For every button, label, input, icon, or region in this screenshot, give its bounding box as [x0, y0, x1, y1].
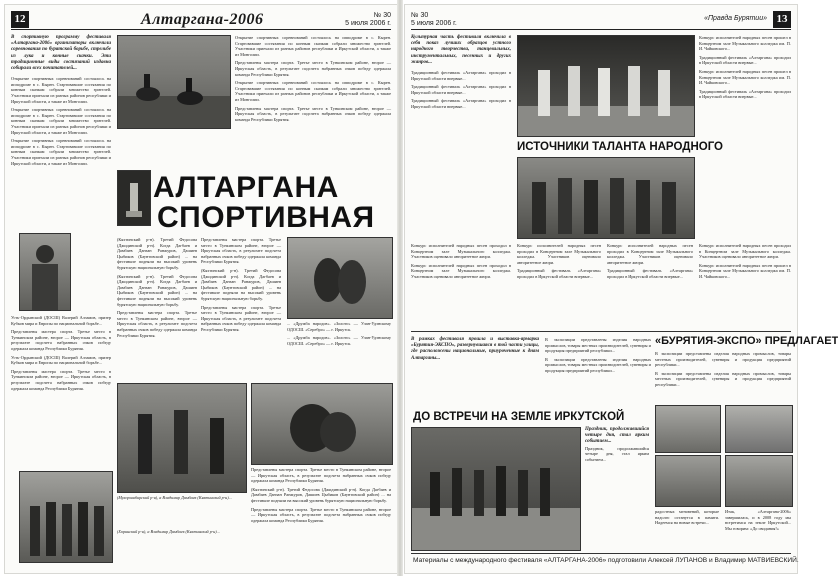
body-text: Усть-Ордынский (ДОСШ) Валерий Алзамов, призер Кубков мира и Европы по национальной борьбе... [11, 315, 111, 326]
footer-credit: Материалы с международного фестиваля «АЛТАРГАНА-2006» подготовили Алексей ЛУПАНОВ и Владимир МАТВИЕВСКИЙ. [413, 557, 799, 564]
body-text: Представлены мастера спорта. Третье место в Тункинском районе, второе — Иркутская область, в результате подсчета набранных очков победу одержала команда Республики Бурятия. [235, 105, 391, 122]
team-image [20, 472, 112, 562]
body-text: Конкурс исполнителей народных песен прошел в Концертном зале Музыкального колледжа им. П. И. Чайковского... [699, 68, 791, 86]
body-text: (Кяхтинский р-н). Третий Федосова (Джидинский р-н). Когда Дагбаев и Дамбаев Данзан Ранжуров, Дашиев Цыбиков (Баунтовский район) ... на фестивале подняли на высокий уровень бурятскую национальную борьбу. [117, 237, 197, 270]
lead-text: В спортивную программу фестиваля «Алтаргана-2006» организаторы включили соревнования по бурятской борьбе, стрельбе из лука и конные скачки. Эти традиционные виды состязаний издавна собирали всех почитателей... [11, 35, 111, 72]
headline-buryatia-expo: «БУРЯТИЯ-ЭКСПО» ПРЕДЛАГАЕТ [655, 335, 838, 347]
left-page-header [11, 11, 391, 30]
right-page-header [411, 11, 791, 30]
body-text: радостных мгновений, которые надолго останутся в памяти. Надеемся на новые встречи... [655, 509, 719, 526]
lead-column [11, 35, 111, 225]
body-text: Традиционный фестиваль «Алтаргана» проходил в Иркутской области впервые... [699, 54, 791, 66]
trophy-image [118, 171, 150, 225]
body-text: Традиционный фестиваль «Алтаргана» проходил в Иркутской области впервые... [411, 70, 511, 81]
left-header-issue: № 30 5 июля 2006 г. [345, 12, 391, 27]
body-text: Конкурс исполнителей народных песен прошел в Концертном зале Музыкального колледжа им. П. И. Чайковского... [699, 262, 791, 279]
intro-column [411, 35, 511, 235]
body-text: Конкурс исполнителей народных песен проходил в Концертном зале Музыкального колледжа. Участников оценивало авторитетное жюри. [517, 243, 601, 265]
left-masthead: Алтаргана-2006 [141, 11, 264, 28]
ensemble-photo [517, 157, 695, 239]
expo-column-2 [545, 337, 651, 401]
archers-image [118, 384, 246, 492]
horse-race-photo [117, 35, 231, 129]
body-text: (Кяхтинский р-н). Третий Федосова (Джидинский р-н). Когда Дагбаев и Дамбаев Данзан Ранжуров, Дашиев Цыбиков (Баунтовский район) ... на фестивале подняли на высокий уровень бурятскую национальную борьбу. [251, 486, 391, 503]
body-text: Традиционный фестиваль «Алтаргана» проходил в Иркутской области впервые... [411, 98, 511, 109]
body-text: Открытие спортивных соревнований состоялось на ипподроме в с. Кырен. Стартовавшие состязания по конным скачкам собрали множество зрителей. Участники приехали из разных районов республики и Иркутской области, а также из Монголии. [235, 80, 391, 102]
body-text: (Кяхтинский р-н). Третий Федосова (Джидинский р-н). Когда Дагбаев и Дамбаев Данзан Ранжуров, Дашиев Цыбиков (Баунтовский район) ... на фестивале подняли на высокий уровень бурятскую национальную борьбу. [201, 267, 281, 301]
wrestlers-image [288, 238, 392, 318]
mid-column-4 [699, 243, 791, 325]
body-text: ... «Дружба народов». «Золото» — Улан-Удэнскому ОДОСШ. «Серебро» — г. Иркутск. [287, 321, 391, 332]
closing-column-2 [655, 509, 719, 549]
wrestling-action-photo [251, 383, 393, 465]
headline-sources-of-talent: ИСТОЧНИКИ ТАЛАНТА НАРОДНОГО [517, 141, 724, 153]
body-text: Представлены мастера спорта. Третье место в Тункинском районе, второе — Иркутская область, в результате подсчета набранных очков победу одержала команда Республики Бурятия. [201, 304, 281, 332]
right-masthead: «Правда Бурятии» [704, 15, 767, 22]
team-caption: (Хоринский р-н), а Владимир Дамбаев (Кяхтинский р-н)... [117, 529, 220, 534]
body-text: Открытие спортивных соревнований состоялось на ипподроме в с. Кырен. Стартовавшие состязания по конным скачкам собрали множество зрителей. Участники приехали из разных районов республики и Иркутской области, а также из Монголии. [11, 138, 111, 166]
stage-performance-photo [517, 35, 695, 137]
horse-riders-image [118, 36, 230, 128]
wrestler-image [20, 234, 70, 310]
body-text: В экспозиции представлены изделия народных промыслов, товары местных производителей, сувениры и продукция предприятий республики... [655, 351, 791, 368]
expo-lead: В рамках фестиваля прошла и выставка-ярмарка «Бурятия-ЭКСПО», развернувшаяся в той части улицы, где расположены национальные, приуроченные к дням Алтарганы... [411, 337, 539, 361]
archery-caption: (Мухоршибирский р-н), а Владимир Дамбаев (Кяхтинский р-н)... [117, 495, 232, 500]
body-text: В экспозиции представлены изделия народных промыслов, товары местных производителей, сувениры и продукция предприятий республики... [545, 337, 651, 354]
body-text: Конкурс исполнителей народных песен проходил в Концертном зале Музыкального колледжа. Участников оценивало авторитетное жюри. [411, 262, 511, 279]
closing-column-1 [585, 427, 649, 549]
team-photo [19, 471, 113, 563]
body-text: Конкурс исполнителей народных песен проходил в Концертном зале Музыкального колледжа. Участников оценивало авторитетное жюри. [699, 243, 791, 260]
body-text: Традиционный фестиваль «Алтаргана» проходил в Иркутской области впервые... [607, 268, 693, 279]
expo-photo-2 [725, 405, 793, 453]
body-text: Открытие спортивных соревнований состоялось на ипподроме в с. Кырен. Стартовавшие состязания по конным скачкам собрали множество зрителей. Участники приехали из разных районов республики и Иркутской области, а также из Монголии. [11, 76, 111, 104]
section-divider [411, 331, 791, 332]
body-text: (Кяхтинский р-н). Третий Федосова (Джидинский р-н). Когда Дагбаев и Дамбаев Данзан Ранжуров, Дашиев Цыбиков (Баунтовский район) ... на фестивале подняли на высокий уровень бурятскую национальную борьбу. [117, 273, 197, 307]
left-page [4, 4, 398, 574]
wrestling-action-image [252, 384, 392, 464]
body-text: Конкурс исполнителей народных песен проходил в Концертном зале Музыкального колледжа. Участников оценивало авторитетное жюри. [411, 243, 511, 260]
article-title-line2: СПОРТИВНАЯ [157, 201, 375, 234]
body-text: Представлены мастера спорта. Третье место в Тункинском районе, второе — Иркутская область, в результате подсчета набранных очков победу одержала команда Республики Бурятия. [235, 60, 391, 77]
body-text: Представлены мастера спорта. Третье место в Тункинском районе, второе — Иркутская область, в результате подсчета набранных очков победу одержала команда Республики Бурятия. [251, 506, 391, 523]
top-right-column [235, 35, 391, 165]
right-page [404, 4, 838, 574]
closing-ceremony-image [412, 428, 580, 550]
article-title-line1: АЛТАРГАНА [153, 171, 339, 204]
mid-column-1 [411, 243, 511, 325]
expo-photo-4 [725, 455, 793, 507]
right-header-issue: № 30 5 июля 2006 г. [411, 12, 457, 27]
ensemble-image [518, 158, 694, 238]
right-column-lower [287, 321, 391, 377]
body-text: Традиционный фестиваль «Алтаргана» проходил в Иркутской области впервые... [411, 84, 511, 95]
intro-lead: Культурная часть фестиваля включила в себя показ лучших образцов устного народного творчества, танцевальных, инструментальных, песенных и других жанров... [411, 35, 511, 65]
mid-column-2 [517, 243, 601, 325]
top-right-column [699, 35, 791, 235]
wrestler-portrait-photo [19, 233, 71, 311]
trophy-photo [117, 170, 151, 226]
body-text: Представлены мастера спорта. Третье место в Тункинском районе, второе — Иркутская область, в результате подсчета набранных очков победу одержала команда Республики Бурятия. [11, 329, 111, 351]
expo-column-3 [655, 351, 791, 401]
right-column-bottom [251, 467, 391, 563]
body-text: Традиционный фестиваль «Алтаргана» проходил в Иркутской области впервые... [699, 88, 791, 100]
expo-photo-3 [655, 455, 721, 507]
left-page-number: 12 [11, 11, 29, 28]
body-text: Открытие спортивных соревнований состоялось на ипподроме в с. Кырен. Стартовавшие состязания по конным скачкам собрали множество зрителей. Участники приехали из разных районов республики и Иркутской области, а также из Монголии. [11, 107, 111, 135]
dancers-image [518, 36, 694, 136]
left-column-lower [11, 315, 111, 465]
wrestling-photo [287, 237, 393, 319]
festival-closing-photo [411, 427, 581, 551]
archery-photo [117, 383, 247, 493]
page-gutter [397, 0, 403, 576]
footer-rule [411, 553, 791, 554]
closing-column-3 [725, 509, 791, 549]
body-text: ... «Дружба народов». «Золото» — Улан-Удэнскому ОДОСШ. «Серебро» — г. Иркутск. [287, 335, 391, 346]
right-page-number: 13 [773, 11, 791, 28]
expo-photo-1 [655, 405, 721, 453]
body-text: В экспозиции представлены изделия народных промыслов, товары местных производителей, сувениры и продукция предприятий республики... [655, 370, 791, 387]
body-text: В экспозиции представлены изделия народных промыслов, товары местных производителей, сувениры и продукция предприятий республики... [545, 356, 651, 373]
body-text: Конкурс исполнителей народных песен прошел в Концертном зале Музыкального колледжа им. П. И. Чайковского... [699, 35, 791, 52]
body-text: Итак, «Алтаргана-2006» завершилась, и в 2008 году мы встретимся на земле Иркутской... Мы говорим: «До свидания!» [725, 509, 791, 531]
mid-column-3 [607, 243, 693, 325]
body-text: Представлены мастера спорта. Третье место в Тункинском районе, второе — Иркутская область, в результате подсчета набранных очков победу одержала команда Республики Бурятия. [117, 310, 197, 338]
body-text: Традиционный фестиваль «Алтаргана» проходил в Иркутской области впервые... [517, 268, 601, 279]
body-text: Представлены мастера спорта. Третье место в Тункинском районе, второе — Иркутская область, в результате подсчета набранных очков победу одержала команда Республики Бурятия. [251, 467, 391, 484]
headline-until-we-meet: ДО ВСТРЕЧИ НА ЗЕМЛЕ ИРКУТСКОЙ [413, 411, 625, 423]
body-text: Усть-Ордынский (ДОСШ) Валерий Алзамов, призер Кубков мира и Европы по национальной борьбе... [11, 354, 111, 366]
closing-lead: Праздник, продолжавшийся четыре дня, стал ярким событием... [585, 427, 649, 445]
middle-column-2 [201, 237, 281, 377]
body-text: Представлены мастера спорта. Третье место в Тункинском районе, второе — Иркутская область, в результате подсчета набранных очков победу одержала команда Республики Бурятия. [201, 237, 281, 265]
expo-intro-column [411, 337, 539, 401]
middle-column-1 [117, 237, 197, 377]
body-text: Открытие спортивных соревнований состоялось на ипподроме в с. Кырен. Стартовавшие состязания по конным скачкам собрали множество зрителей. Участники приехали из разных районов республики и Иркутской области, а также из Монголии. [235, 35, 391, 57]
body-text: Представлены мастера спорта. Третье место в Тункинском районе, второе — Иркутская область, в результате подсчета набранных очков победу одержала команда Республики Бурятия. [11, 368, 111, 391]
body-text: Праздник, продолжавшийся четыре дня, стал ярким событием... [585, 445, 649, 462]
body-text: Конкурс исполнителей народных песен проходил в Концертном зале Музыкального колледжа. Участников оценивало авторитетное жюри. [607, 243, 693, 265]
